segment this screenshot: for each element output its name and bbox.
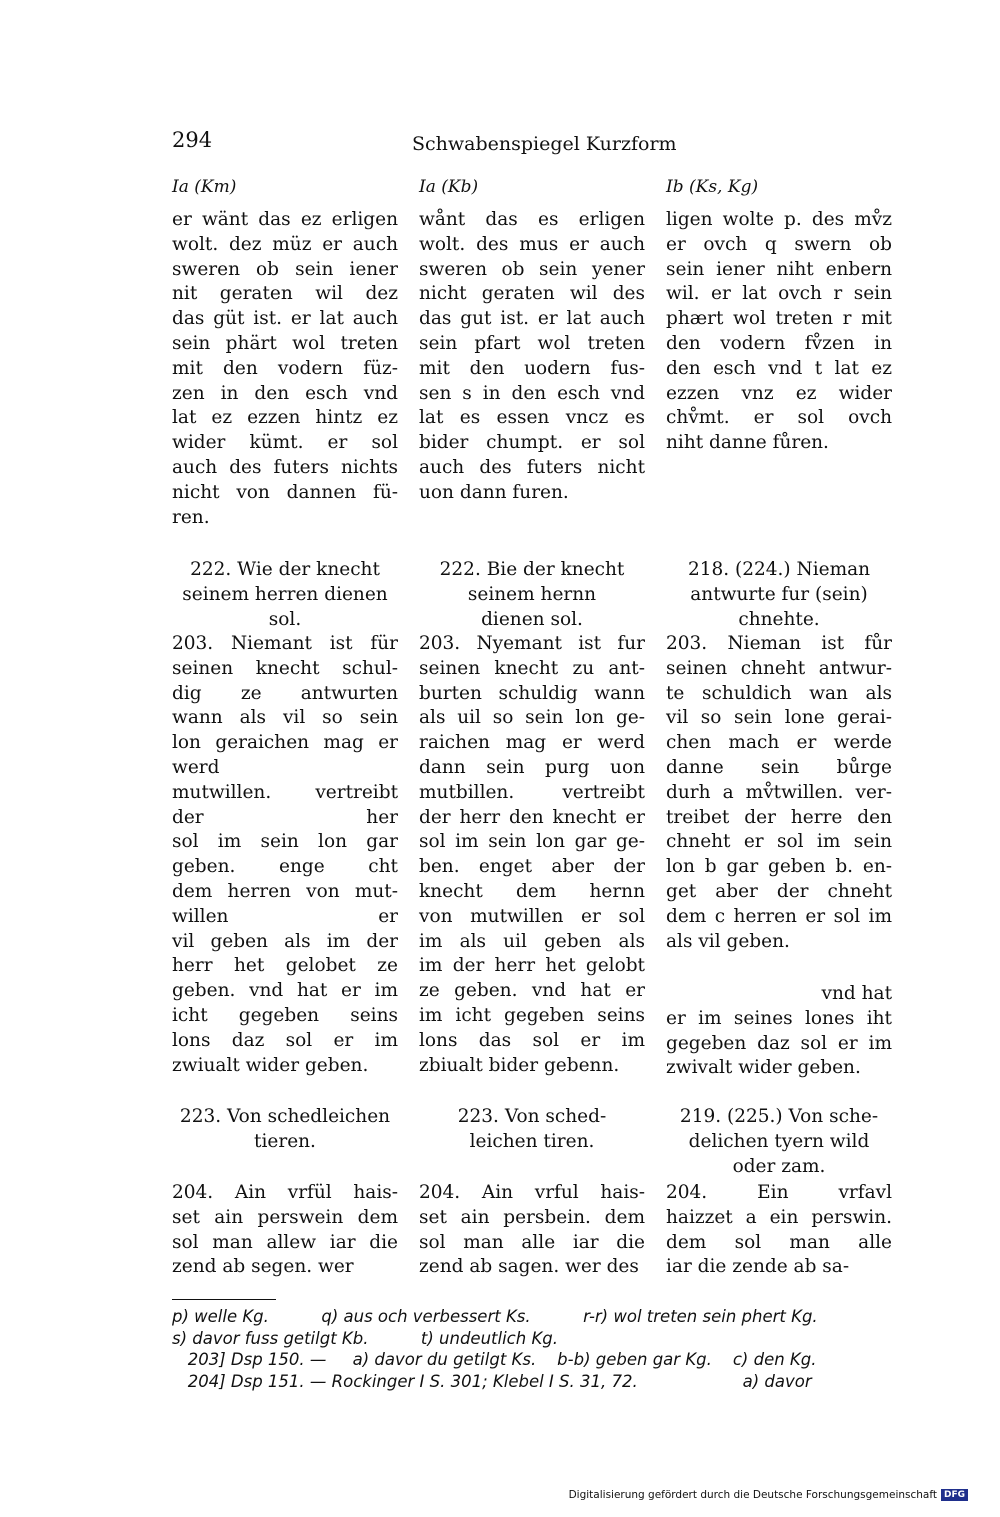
text-line: uon dann furen. <box>419 481 569 503</box>
column-heading-km: Ia (Km) <box>172 177 237 197</box>
text-line: ezzen vnz ez wider <box>666 382 892 404</box>
text-line: wil. er lat ovch r sein <box>666 283 892 305</box>
text-line: zwiualt wider geben. <box>172 1054 369 1076</box>
text-line: niht danne fůren. <box>666 432 829 454</box>
column-heading-ks-kg: Ib (Ks, Kg) <box>666 177 759 197</box>
text-line: burten schuldig wann <box>419 682 645 704</box>
text-line: auch des futers nicht <box>419 456 645 478</box>
text-line: sol man allew iar die <box>172 1231 398 1253</box>
text-line: 203. Nyemant ist fur <box>419 633 645 654</box>
text-line: das güt ist. er lat auch <box>172 308 398 330</box>
text-line: 204. Ain vrfül hais- <box>172 1182 398 1203</box>
paragraph-204-ks-kg <box>666 1181 892 1280</box>
text-column-km <box>172 208 398 530</box>
text-line: 218. (224.) Nieman <box>687 559 871 580</box>
text-line: durh a mv̊twillen. ver- <box>666 781 892 803</box>
credit-text: Digitalisierung gefördert durch die Deutsche Forschungsgemeinschaft <box>568 1489 937 1501</box>
text-line: ze geben. vnd hat er <box>419 980 645 1002</box>
text-line: gegeben daz sol er im <box>666 1032 892 1054</box>
text-line: als vil geben. <box>666 930 790 952</box>
text-line: chv̊mt. er sol ovch <box>666 407 892 429</box>
text-line: den vodern fv̊zen in <box>666 332 892 354</box>
text-line: er im seines lones iht <box>666 1007 892 1029</box>
text-line: mutbillen. vertreibt <box>419 781 645 803</box>
text-line: seinem hernn <box>467 583 597 605</box>
text-line: sweren ob sein iener <box>172 258 398 280</box>
text-line: set ain persbein. dem <box>419 1206 645 1228</box>
text-line: geben. vnd hat er im <box>172 980 398 1002</box>
text-line: ren. <box>172 506 210 528</box>
text-line: wann als vil so sein <box>172 707 398 729</box>
section-heading-219 <box>666 1105 892 1179</box>
text-line: sol im sein lon gar ge- <box>419 831 645 853</box>
text-line: vil geben als im der <box>172 930 398 952</box>
text-line: dig ze antwurten <box>172 682 398 704</box>
text-line: nicht geraten wil des <box>419 283 645 305</box>
text-line: nicht von dannen fü- <box>172 481 398 503</box>
digitization-credit <box>569 1489 968 1501</box>
text-line: tieren. <box>254 1130 316 1152</box>
section-heading-222-km <box>172 558 398 632</box>
text-line: herr het gelobet ze <box>172 955 398 977</box>
text-line: der herr den knecht er <box>419 806 645 828</box>
text-line: das gut ist. er lat auch <box>419 308 645 330</box>
page-number: 294 <box>172 128 213 152</box>
text-line: lat es essen vncz es <box>419 407 645 429</box>
text-line: phært wol treten r mit <box>666 308 892 330</box>
text-line: dem herren von mut- <box>172 880 398 902</box>
text-line: er ovch q swern ob <box>666 233 892 255</box>
text-line: sol man alle iar die <box>419 1231 645 1253</box>
text-line: wider kümt. er sol <box>172 432 398 454</box>
text-line: icht gegeben seins <box>172 1004 398 1026</box>
section-heading-223-kb <box>419 1105 645 1155</box>
section-heading-223-km <box>172 1105 398 1155</box>
footnote-line: p) welle Kg. q) aus och verbessert Ks. r-r) wol treten sein phert Kg. <box>172 1307 818 1326</box>
text-line: zbiualt bider gebenn. <box>419 1054 620 1076</box>
text-line: iar die zende ab sa- <box>666 1256 850 1278</box>
text-line: 203. Nieman ist fůr <box>666 633 892 654</box>
text-line: lons daz sol er im <box>172 1029 398 1051</box>
text-line: 204. Ein vrfavl <box>666 1182 892 1203</box>
text-line: seinen knecht schul- <box>172 657 398 679</box>
paragraph-203-ks-kg <box>666 632 892 954</box>
text-line: sol im sein lon gar <box>172 831 398 853</box>
text-line: seinen knecht zu ant- <box>419 657 645 679</box>
text-line: werd <box>172 756 220 778</box>
text-line: ben. enget aber der <box>419 856 645 878</box>
text-line: 223. Von sched- <box>457 1106 607 1127</box>
text-line: knecht dem hernn <box>419 880 645 902</box>
text-line: willen er <box>172 905 398 927</box>
text-line: wolt. des mus er auch <box>419 233 645 255</box>
paragraph-204-km <box>172 1181 398 1280</box>
text-line: im icht gegeben seins <box>419 1004 645 1026</box>
text-line: 204. Ain vrful hais- <box>419 1182 645 1203</box>
text-line: im der herr het gelobt <box>419 955 645 977</box>
text-line: zend ab segen. wer <box>172 1256 354 1278</box>
text-line: ligen wolte p. des mv̊z <box>666 209 892 230</box>
section-heading-222-kb <box>419 558 645 632</box>
text-line: leichen tiren. <box>469 1130 595 1152</box>
section-heading-218 <box>666 558 892 632</box>
text-line: sein iener niht enbern <box>666 258 892 280</box>
text-column-ks-kg <box>666 208 892 456</box>
text-line: mit den uodern fus- <box>419 357 645 379</box>
text-line: vil so sein lone gerai- <box>666 707 892 729</box>
text-line: von mutwillen er sol <box>419 905 645 927</box>
text-line: seinen chneht antwur- <box>666 657 892 679</box>
text-line: chnehte. <box>738 608 820 630</box>
text-line: 222. Wie der knecht <box>190 559 380 580</box>
text-line: lon geraichen mag er <box>172 732 398 754</box>
text-line: mit den vodern füz- <box>172 357 398 379</box>
text-line: raichen mag er werd <box>419 732 645 754</box>
text-line: dienen sol. <box>481 608 583 630</box>
text-line: geben. enge cht <box>172 856 398 878</box>
text-line: dem sol man alle <box>666 1231 892 1253</box>
footnote-line: 204] Dsp 151. — Rockinger I S. 301; Klebel I S. 31, 72. a) davor <box>172 1371 812 1391</box>
text-line: sol. <box>268 608 302 630</box>
text-line: er wänt das ez erligen <box>172 209 398 230</box>
text-line: als uil so sein lon ge- <box>419 707 645 729</box>
text-line: zend ab sagen. wer des <box>419 1256 639 1278</box>
paragraph-203-continuation <box>666 982 892 1081</box>
text-line: chen mach er werde <box>666 732 892 754</box>
text-line: im als uil geben als <box>419 930 645 952</box>
text-line: zwivalt wider geben. <box>666 1057 861 1079</box>
text-line: danne sein bůrge <box>666 756 892 778</box>
dfg-logo: DFG <box>941 1489 968 1501</box>
paragraph-204-kb <box>419 1181 645 1280</box>
paragraph-203-km <box>172 632 398 1078</box>
text-line: dann sein purg uon <box>419 756 645 778</box>
text-line: 203. Niemant ist für <box>172 633 398 654</box>
text-line: seinem herren dienen <box>182 583 388 605</box>
text-line: wånt das es erligen <box>419 209 645 230</box>
text-line: sweren ob sein yener <box>419 258 645 280</box>
text-line: 223. Von schedleichen <box>179 1106 391 1127</box>
text-line: den esch vnd t lat ez <box>666 357 892 379</box>
text-line: dem c herren er sol im <box>666 905 892 927</box>
text-line: set ain perswein dem <box>172 1206 398 1228</box>
text-line: treibet der herre den <box>666 806 892 828</box>
text-line: te schuldich wan als <box>666 682 892 704</box>
text-line: oder zam. <box>732 1155 826 1177</box>
text-line: sen s in den esch vnd <box>419 382 645 404</box>
text-line: lon b gar geben b. en- <box>666 856 892 878</box>
text-line: auch des futers nichts <box>172 456 398 478</box>
footnote-rule <box>172 1299 276 1300</box>
text-line: vnd hat <box>821 983 892 1004</box>
paragraph-203-kb <box>419 632 645 1078</box>
text-line: lons das sol er im <box>419 1029 645 1051</box>
text-line: sein pfart wol treten <box>419 332 645 354</box>
text-line: delichen tyern wild <box>688 1130 870 1152</box>
text-column-kb <box>419 208 645 506</box>
text-line: get aber der chneht <box>666 880 892 902</box>
footnote-line: s) davor fuss getilgt Kb. t) undeutlich Kg. <box>172 1328 558 1348</box>
text-line: chneht er sol im sein <box>666 831 892 853</box>
text-line: antwurte fur (sein) <box>690 583 868 605</box>
column-heading-kb: Ia (Kb) <box>419 177 479 197</box>
text-line: lat ez ezzen hintz ez <box>172 407 398 429</box>
text-line: bider chumpt. er sol <box>419 432 645 454</box>
text-line: 222. Bie der knecht <box>439 559 625 580</box>
text-line: mutwillen. vertreibt <box>172 781 398 803</box>
text-line: der her <box>172 806 398 828</box>
running-title: Schwabenspiegel Kurzform <box>412 133 677 155</box>
text-line: haizzet a ein perswin. <box>666 1206 892 1228</box>
text-line: zen in den esch vnd <box>172 382 398 404</box>
text-line: nit geraten wil dez <box>172 283 398 305</box>
footnotes <box>172 1306 894 1392</box>
footnote-line: 203] Dsp 150. — a) davor du getilgt Ks. b-b) geben gar Kg. c) den Kg. <box>172 1350 817 1369</box>
paragraph-opening <box>172 208 398 530</box>
text-line: wolt. dez müz er auch <box>172 233 398 255</box>
text-line: 219. (225.) Von sche- <box>679 1106 879 1127</box>
text-line: sein phärt wol treten <box>172 332 398 354</box>
